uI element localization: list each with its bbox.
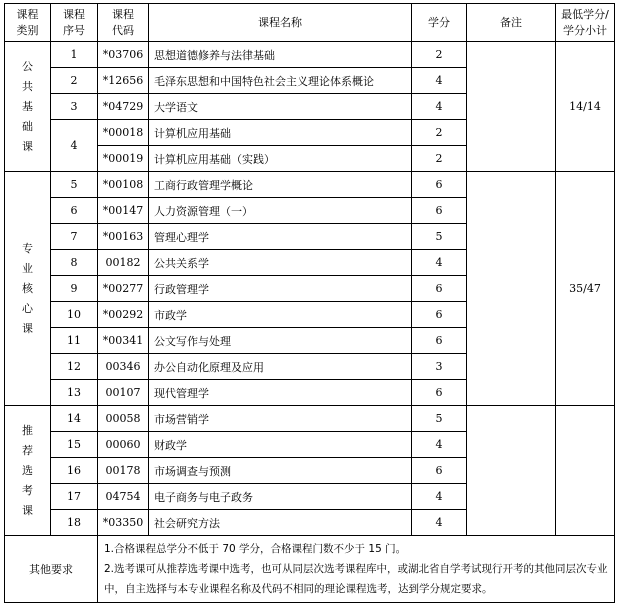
code-cell: *12656 [98,68,149,94]
name-cell: 行政管理学 [149,276,412,302]
seq-cell: 15 [51,432,98,458]
header-seq-line: 序号 [63,23,85,37]
name-cell: 人力资源管理（一） [149,198,412,224]
seq-cell: 4 [51,120,98,172]
code-cell: *04729 [98,94,149,120]
name-cell: 市场调查与预测 [149,458,412,484]
credit-cell: 4 [412,94,467,120]
name-cell: 计算机应用基础 [149,120,412,146]
credit-cell: 6 [412,172,467,198]
category-char: 推 [22,423,33,437]
name-cell: 大学语文 [149,94,412,120]
seq-cell: 12 [51,354,98,380]
seq-cell: 18 [51,510,98,536]
name-cell: 电子商务与电子政务 [149,484,412,510]
header-category [5,4,51,42]
credit-cell: 6 [412,380,467,406]
credit-cell: 4 [412,484,467,510]
name-cell: 办公自动化原理及应用 [149,354,412,380]
credit-cell: 3 [412,354,467,380]
credit-cell: 5 [412,224,467,250]
code-cell: 00178 [98,458,149,484]
code-cell: 00346 [98,354,149,380]
code-cell: *00147 [98,198,149,224]
category-char: 共 [22,79,33,93]
category-char: 基 [22,99,33,113]
requirement-line-2: 2.选考课可从推荐选考课中选考，也可从同层次选考课程库中，或湖北省自学考试现行开考的其他同层次专业中，自主选择与本专业课程名称及代码不相同的理论课程选考，达到学分规定要求。 [104,563,608,595]
credit-cell: 6 [412,198,467,224]
category-char: 业 [22,261,33,275]
name-cell: 市政学 [149,302,412,328]
code-cell: 04754 [98,484,149,510]
table-row [5,406,615,432]
credit-cell: 6 [412,276,467,302]
credit-cell: 2 [412,120,467,146]
header-min-credit-line: 学分小计 [563,23,607,37]
code-cell: 00182 [98,250,149,276]
code-cell: *00108 [98,172,149,198]
credit-cell: 4 [412,250,467,276]
seq-cell: 17 [51,484,98,510]
category-char: 课 [22,503,33,517]
seq-cell: 16 [51,458,98,484]
name-cell: 市场营销学 [149,406,412,432]
other-requirements-text [98,536,615,603]
credit-cell: 6 [412,328,467,354]
category-char: 心 [22,301,33,315]
remark-cell [467,172,556,406]
seq-cell: 1 [51,42,98,68]
code-cell: *03350 [98,510,149,536]
category-char: 公 [22,59,33,73]
credit-cell: 6 [412,302,467,328]
category-char: 课 [22,321,33,335]
subtotal-core: 35/47 [556,172,615,406]
name-cell: 现代管理学 [149,380,412,406]
subtotal-elective [556,406,615,536]
code-cell: *00018 [98,120,149,146]
seq-cell: 9 [51,276,98,302]
name-cell: 毛泽东思想和中国特色社会主义理论体系概论 [149,68,412,94]
header-code [98,4,149,42]
name-cell: 社会研究方法 [149,510,412,536]
code-cell: 00060 [98,432,149,458]
credit-cell: 6 [412,458,467,484]
table-row [5,172,615,198]
seq-cell: 13 [51,380,98,406]
code-cell: 00107 [98,380,149,406]
category-char: 课 [22,139,33,153]
header-name: 课程名称 [149,4,412,42]
category-char: 专 [22,241,33,255]
seq-cell: 3 [51,94,98,120]
code-cell: *00277 [98,276,149,302]
remark-cell [467,42,556,172]
seq-cell: 8 [51,250,98,276]
category-char: 选 [22,463,33,477]
code-cell: *00019 [98,146,149,172]
credit-cell: 5 [412,406,467,432]
course-plan-table [4,3,615,603]
category-recommended-elective [5,406,51,536]
header-row [5,4,615,42]
code-cell: *00341 [98,328,149,354]
header-code-line: 课程 [112,7,134,21]
name-cell: 计算机应用基础（实践） [149,146,412,172]
name-cell: 工商行政管理学概论 [149,172,412,198]
header-min-credit [556,4,615,42]
table-row [5,42,615,68]
header-min-credit-line: 最低学分/ [561,7,609,21]
category-public-basic [5,42,51,172]
header-remark: 备注 [467,4,556,42]
category-char: 础 [22,119,33,133]
header-category-line: 课程 [16,7,39,21]
category-core [5,172,51,406]
header-credit: 学分 [412,4,467,42]
seq-cell: 10 [51,302,98,328]
name-cell: 财政学 [149,432,412,458]
seq-cell: 7 [51,224,98,250]
header-seq-line: 课程 [63,7,85,21]
credit-cell: 4 [412,68,467,94]
credit-cell: 4 [412,510,467,536]
header-category-line: 类别 [16,23,39,37]
code-cell: *00292 [98,302,149,328]
name-cell: 公共关系学 [149,250,412,276]
category-char: 考 [22,483,33,497]
credit-cell: 2 [412,42,467,68]
header-code-line: 代码 [112,23,134,37]
requirement-line-1: 1.合格课程总学分不低于 70 学分，合格课程门数不少于 15 门。 [104,543,407,555]
name-cell: 思想道德修养与法律基础 [149,42,412,68]
category-char: 荐 [22,443,33,457]
remark-cell [467,406,556,536]
credit-cell: 2 [412,146,467,172]
name-cell: 公文写作与处理 [149,328,412,354]
code-cell: *03706 [98,42,149,68]
credit-cell: 4 [412,432,467,458]
seq-cell: 2 [51,68,98,94]
seq-cell: 6 [51,198,98,224]
seq-cell: 11 [51,328,98,354]
code-cell: *00163 [98,224,149,250]
code-cell: 00058 [98,406,149,432]
seq-cell: 5 [51,172,98,198]
name-cell: 管理心理学 [149,224,412,250]
other-requirements-row [5,536,615,603]
subtotal-public-basic: 14/14 [556,42,615,172]
header-seq [51,4,98,42]
category-char: 核 [22,281,33,295]
other-requirements-label: 其他要求 [5,536,98,603]
seq-cell: 14 [51,406,98,432]
